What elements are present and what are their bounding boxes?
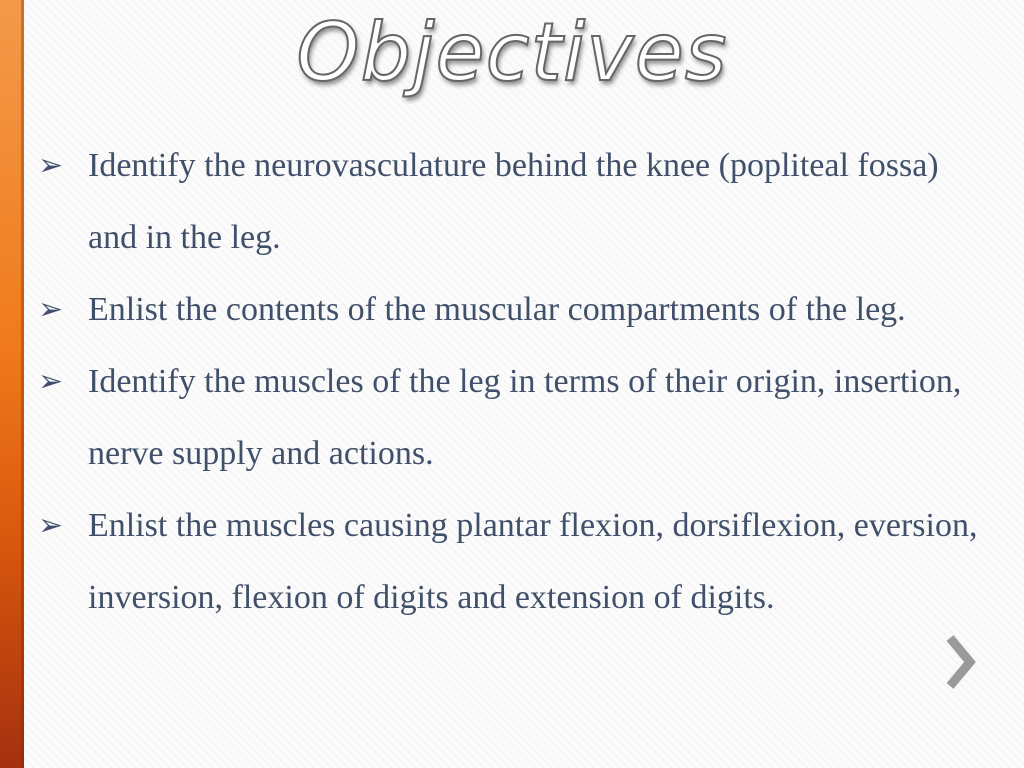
next-slide-button[interactable]	[940, 632, 980, 692]
objective-item	[36, 490, 986, 634]
chevron-right-icon	[940, 632, 980, 692]
slide-title: Objectives	[296, 6, 728, 99]
objective-item	[36, 346, 986, 490]
objectives-list	[36, 130, 986, 634]
objective-item	[36, 274, 986, 346]
objective-item	[36, 130, 986, 274]
arrowhead-bullet-icon: ➢	[38, 364, 64, 399]
left-accent-bar	[0, 0, 24, 768]
objective-text: Enlist the muscles causing plantar flexion, dorsiflexion, eversion, inversion, flexion of digits and extension of digits.	[88, 507, 978, 616]
arrowhead-bullet-icon: ➢	[38, 292, 64, 327]
objective-text: Identify the neurovasculature behind the knee (popliteal fossa) and in the leg.	[88, 147, 939, 256]
arrowhead-bullet-icon: ➢	[38, 508, 64, 543]
objective-text: Identify the muscles of the leg in terms of their origin, insertion, nerve supply and actions.	[88, 363, 962, 472]
objective-text: Enlist the contents of the muscular compartments of the leg.	[88, 291, 906, 328]
arrowhead-bullet-icon: ➢	[38, 148, 64, 183]
